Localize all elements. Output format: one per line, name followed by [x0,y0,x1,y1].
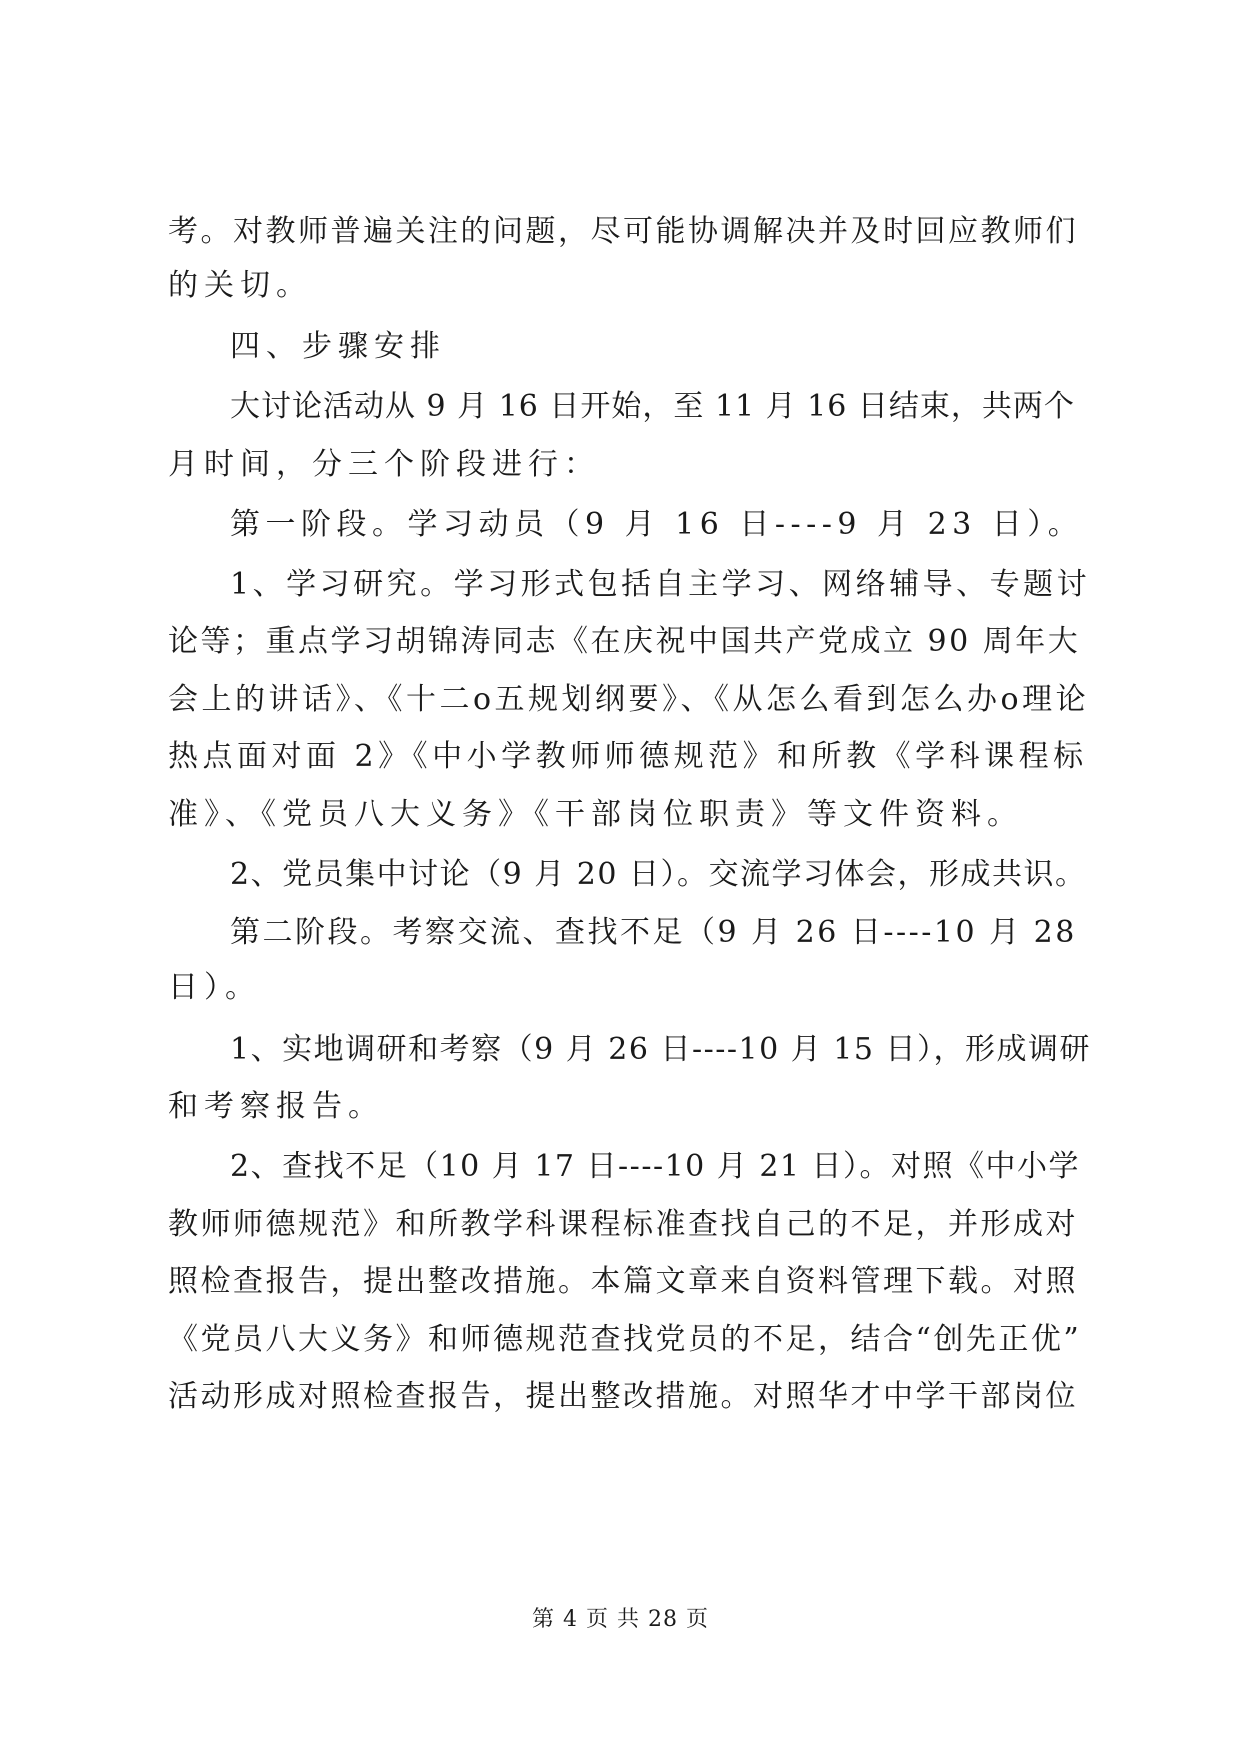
text-line: 第二阶段。考察交流、查找不足（9 月 26 日----10 月 28 [230,915,1077,950]
text-line: 日）。 [168,970,261,1005]
text-line: 论等；重点学习胡锦涛同志《在庆祝中国共产党成立 90 周年大 [168,624,1081,659]
text-line: 月时间，分三个阶段进行： [168,447,600,482]
section-heading: 四、步骤安排 [230,329,446,364]
text-line: 第一阶段。学习动员（9 月 16 日----9 月 23 日）。 [230,507,1084,542]
text-line: 准》、《党员八大义务》《干部岗位职责》等文件资料。 [168,797,1023,832]
text-line: 《党员八大义务》和师德规范查找党员的不足，结合“创先正优” [168,1322,1082,1357]
text-line: 热点面对面 2》《中小学教师师德规范》和所教《学科课程标 [168,739,1088,774]
text-line: 1、实地调研和考察（9 月 26 日----10 月 15 日），形成调研 [230,1032,1091,1067]
text-line: 大讨论活动从 9 月 16 日开始，至 11 月 16 日结束，共两个 [230,389,1075,424]
text-line: 教师师德规范》和所教学科课程标准查找自己的不足，并形成对 [168,1207,1078,1242]
text-line: 会上的讲话》、《十二ο五规划纲要》、《从怎么看到怎么办ο理论 [168,682,1090,717]
text-line: 活动形成对照检查报告，提出整改措施。对照华才中学干部岗位 [168,1379,1078,1414]
page-number-footer: 第 4 页 共 28 页 [532,1607,709,1632]
text-line: 2、查找不足（10 月 17 日----10 月 21 日）。对照《中小学 [230,1149,1081,1184]
text-line: 2、党员集中讨论（9 月 20 日）。交流学习体会，形成共识。 [230,857,1087,892]
text-line: 和考察报告。 [168,1089,384,1124]
text-line: 考。对教师普遍关注的问题，尽可能协调解决并及时回应教师们 [168,214,1078,249]
text-line: 的关切。 [168,268,312,303]
text-line: 1、学习研究。学习形式包括自主学习、网络辅导、专题讨 [230,567,1091,602]
text-line: 照检查报告，提出整改措施。本篇文章来自资料管理下载。对照 [168,1264,1078,1299]
